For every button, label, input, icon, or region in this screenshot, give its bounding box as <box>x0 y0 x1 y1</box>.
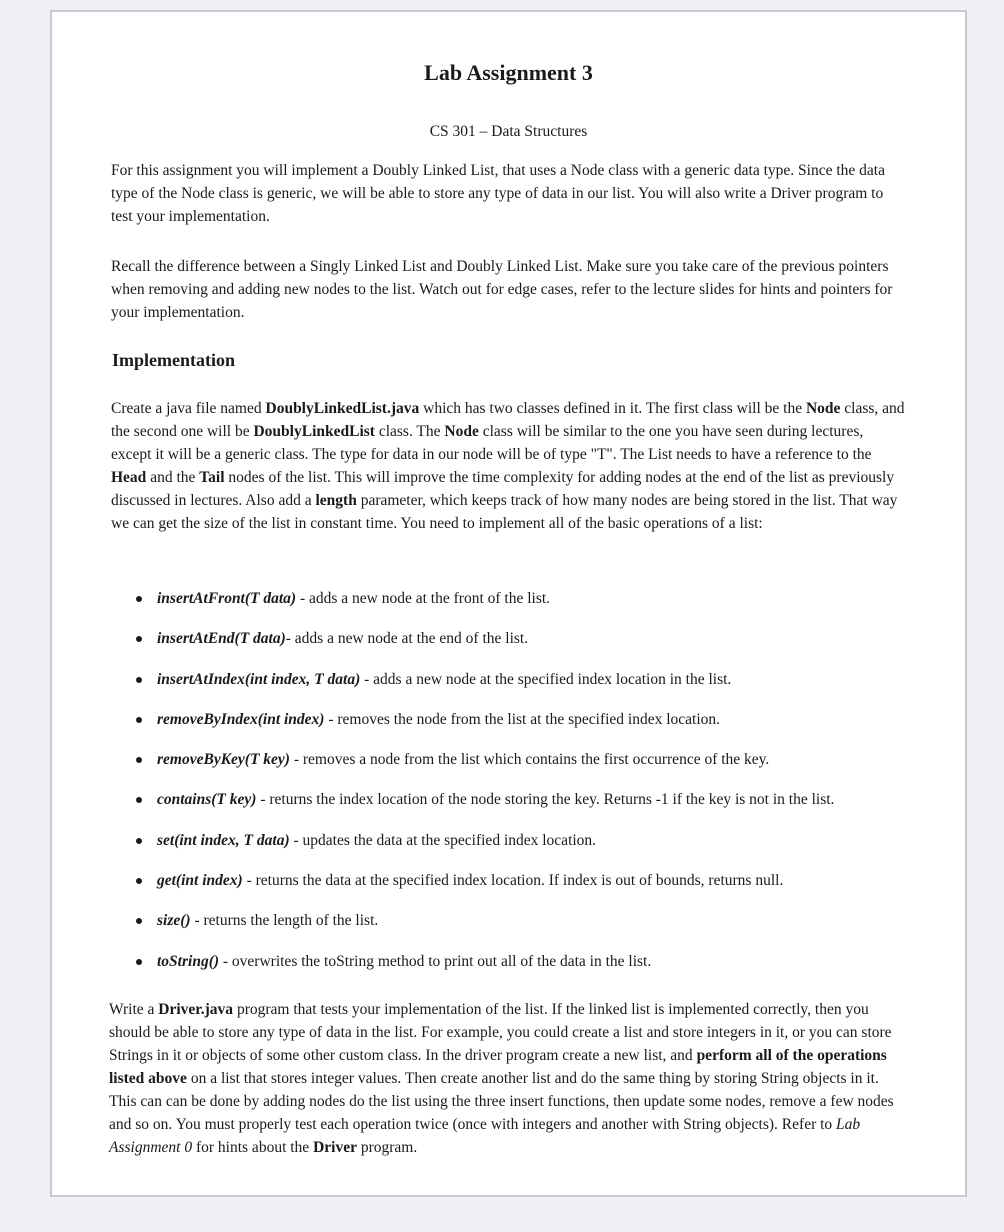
bullet-icon <box>136 959 142 965</box>
bullet-icon <box>136 636 142 642</box>
bullet-icon <box>136 838 142 844</box>
operation-item <box>136 748 916 788</box>
operation-description: - removes the node from the list at the specified index location. <box>324 710 721 728</box>
driver-paragraph: Write a Driver.java program that tests your implementation of the list. If the linked list is implemented correctly, then you should be able to store any type of data in the list. For example, you could create a list and store integers in it, or you can store Strings in it or objects of some other custom class. In the driver program create a new list, and perform all of the operations listed above on a list that stores integer values. Then create another list and do the same thing by storing String objects in it. This can can be done by adding nodes do the list using the three insert functions, then update some nodes, remove a few nodes and so on. You must properly test each operation twice (once with integers and another with String objects). Refer to Lab Assignment 0 for hints about the Driver program. <box>109 1001 894 1156</box>
operation-name: toString() <box>157 952 220 970</box>
operation-description: - returns the data at the specified index location. If index is out of bounds, returns null. <box>242 872 784 890</box>
operation-name: set(int index, T data) <box>157 831 290 849</box>
operation-description: - overwrites the toString method to print out all of the data in the list. <box>219 952 652 970</box>
operation-item <box>136 788 916 828</box>
operation-item <box>136 869 916 909</box>
operation-description: - returns the length of the list. <box>190 912 379 930</box>
operation-name: size() <box>157 912 191 930</box>
bullet-icon <box>136 677 142 683</box>
bullet-icon <box>136 797 142 803</box>
operation-name: contains(T key) <box>157 791 257 809</box>
bullet-icon <box>136 918 142 924</box>
operation-name: get(int index) <box>157 872 243 890</box>
operations-list <box>136 587 916 990</box>
operation-item <box>136 708 916 748</box>
operation-name: insertAtIndex(int index, T data) <box>157 670 361 688</box>
bullet-icon <box>136 757 142 763</box>
operation-description: - adds a new node at the front of the list. <box>296 590 551 607</box>
operation-name: removeByKey(T key) <box>157 751 290 769</box>
operation-item <box>136 909 916 949</box>
recall-paragraph: Recall the difference between a Singly Linked List and Doubly Linked List. Make sure you take care of the previous pointers when removing and adding new nodes to the list. Watch out for edge cases, refer to the lecture slides for hints and pointers for your implementation. <box>111 258 893 321</box>
operation-description: - updates the data at the specified index location. <box>289 831 597 849</box>
operation-item <box>136 668 916 708</box>
section-heading-implementation: Implementation <box>112 350 235 370</box>
operation-description: - removes a node from the list which contains the first occurrence of the key. <box>289 751 770 769</box>
operation-description: - adds a new node at the specified index location in the list. <box>360 670 732 688</box>
bullet-icon <box>136 717 142 723</box>
operation-item <box>136 950 916 990</box>
operation-name: removeByIndex(int index) <box>157 710 325 728</box>
operation-description: - returns the index location of the node storing the key. Returns -1 if the key is not in the list. <box>256 791 835 809</box>
operation-item <box>136 627 916 667</box>
implementation-paragraph: Create a java file named DoublyLinkedList.java which has two classes defined in it. The first class will be the Node class, and the second one will be DoublyLinkedList class. The Node class will be similar to the one you have seen during lectures, except it will be a generic class. The type for data in our node will be of type "T". The List needs to have a reference to the Head and the Tail nodes of the list. This will improve the time complexity for adding nodes at the end of the list as previously discussed in lectures. Also add a length parameter, which keeps track of how many nodes are being stored in the list. That way we can get the size of the list in constant time. You need to implement all of the basic operations of a list: <box>111 400 905 532</box>
bullet-icon <box>136 878 142 884</box>
bullet-icon <box>136 596 142 602</box>
operation-name: insertAtFront(T data) <box>157 590 297 607</box>
operation-name: insertAtEnd(T data) <box>157 630 286 648</box>
operation-item <box>136 829 916 869</box>
operation-description: - adds a new node at the end of the list. <box>285 630 529 648</box>
document-title: Lab Assignment 3 <box>424 60 593 85</box>
course-subtitle: CS 301 – Data Structures <box>429 123 588 140</box>
document-page <box>50 10 967 1197</box>
operation-item <box>136 587 916 627</box>
intro-paragraph: For this assignment you will implement a Doubly Linked List, that uses a Node class with a generic data type. Since the data type of the Node class is generic, we will be able to store any type of data in our list. You will also write a Driver program to test your implementation. <box>111 162 885 225</box>
